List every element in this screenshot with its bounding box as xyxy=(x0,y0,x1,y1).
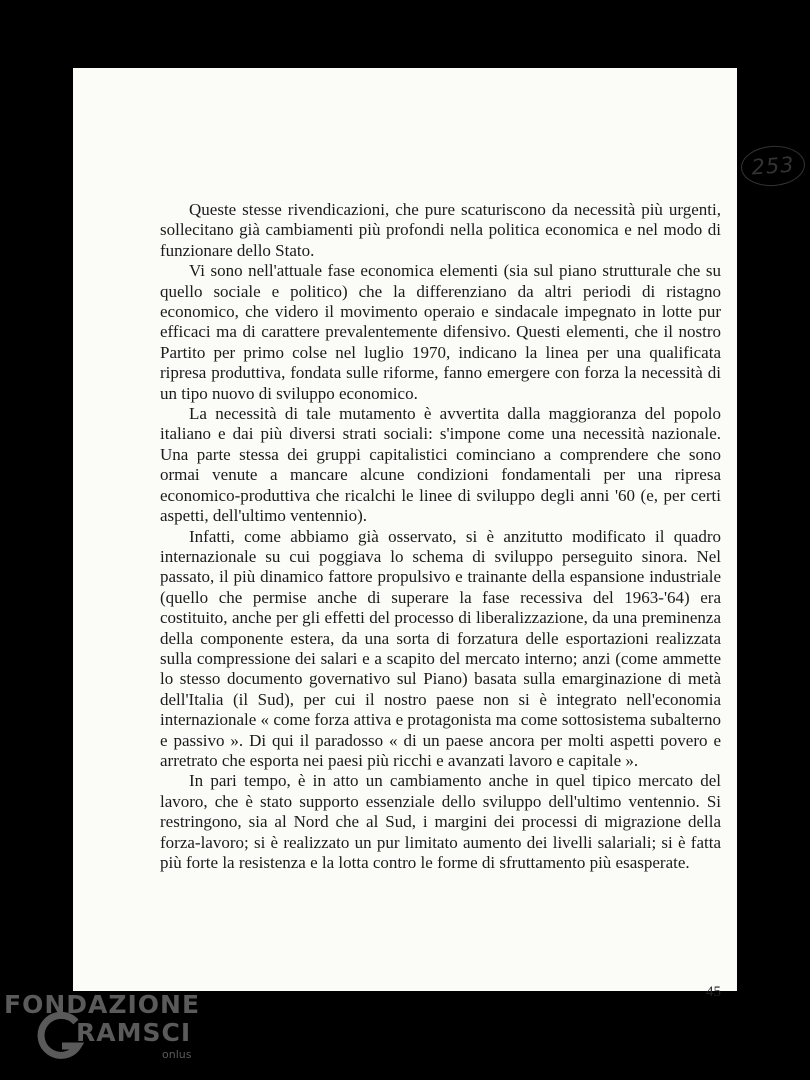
paragraph-1: Queste stesse rivendicazioni, che pure scaturiscono da necessità più urgenti, sollecitano già cambiamenti più profondi nella politica economica e nel modo di funzionare dello Stato. xyxy=(160,200,721,260)
watermark-line-3: onlus xyxy=(162,1048,192,1061)
archive-number-stamp: 253 xyxy=(740,144,807,188)
paragraph-4: Infatti, come abbiamo già osservato, si è anzitutto modificato il quadro internazionale su cui poggiava lo schema di sviluppo perseguito sinora. Nel passato, il più dinamico fattore propulsivo e trainante della espansione industriale (quello che permise anche di superare la fase recessiva del 1963-'64) era costituito, anche per gli effetti del processo di liberalizzazione, da una preminenza della componente estera, da una sorta di forzatura delle esportazioni realizzata sulla compressione dei salari e a scapito del mercato interno; anzi (come ammette lo stesso documento governativo sul Piano) basata sulla emarginazione di metà dell'Italia (il Sud), per cui il nostro paese non si è integrato nell'economia internazionale « come forza attiva e protagonista ma come sottosistema subalterno e passivo ». Di qui il paradosso « di un paese ancora per molti aspetti povero e arretrato che esporta nei paesi più ricchi e avanzati lavoro e capitale ». xyxy=(160,526,721,770)
body-text xyxy=(160,200,721,873)
page-number: 45 xyxy=(706,984,721,1000)
paragraph-2: Vi sono nell'attuale fase economica elementi (sia sul piano strutturale che su quello sociale e politico) che la differenziano da altri periodi di ristagno economico, che videro il movimento operaio e sindacale impegnato in lotte pur efficaci ma di carattere prevalentemente difensivo. Questi elementi, che il nostro Partito per primo colse nel luglio 1970, indicano la linea per una qualificata ripresa produttiva, fondata sulle riforme, fanno emergere con forza la necessità di un tipo nuovo di sviluppo economico. xyxy=(160,261,721,403)
scanned-page xyxy=(73,68,796,1000)
watermark-line-2: RAMSCI xyxy=(76,1018,192,1047)
watermark-line-1: FONDAZIONE xyxy=(4,990,201,1019)
paragraph-3: La necessità di tale mutamento è avvertita dalla maggioranza del popolo italiano e dai più diversi strati sociali: s'impone come una necessità nazionale. Una parte stessa dei gruppi capitalistici cominciano a comprendere che sono ormai venute a mancare alcune condizioni fondamentali per una ripresa economico-produttiva che ricalchi le linee di sviluppo degli anni '60 (e, per certi aspetti, dell'ultimo ventennio). xyxy=(160,404,721,526)
paragraph-5: In pari tempo, è in atto un cambiamento anche in quel tipico mercato del lavoro, che è stato supporto essenziale dello sviluppo dell'ultimo ventennio. Si restringono, sia al Nord che al Sud, i margini dei processi di migrazione della forza-lavoro; si è realizzato un pur limitato aumento dei livelli salariali; si è fatta più forte la resistenza e la lotta contro le forme di sfruttamento più esasperate. xyxy=(160,771,721,872)
fondazione-gramsci-watermark xyxy=(2,990,202,1070)
